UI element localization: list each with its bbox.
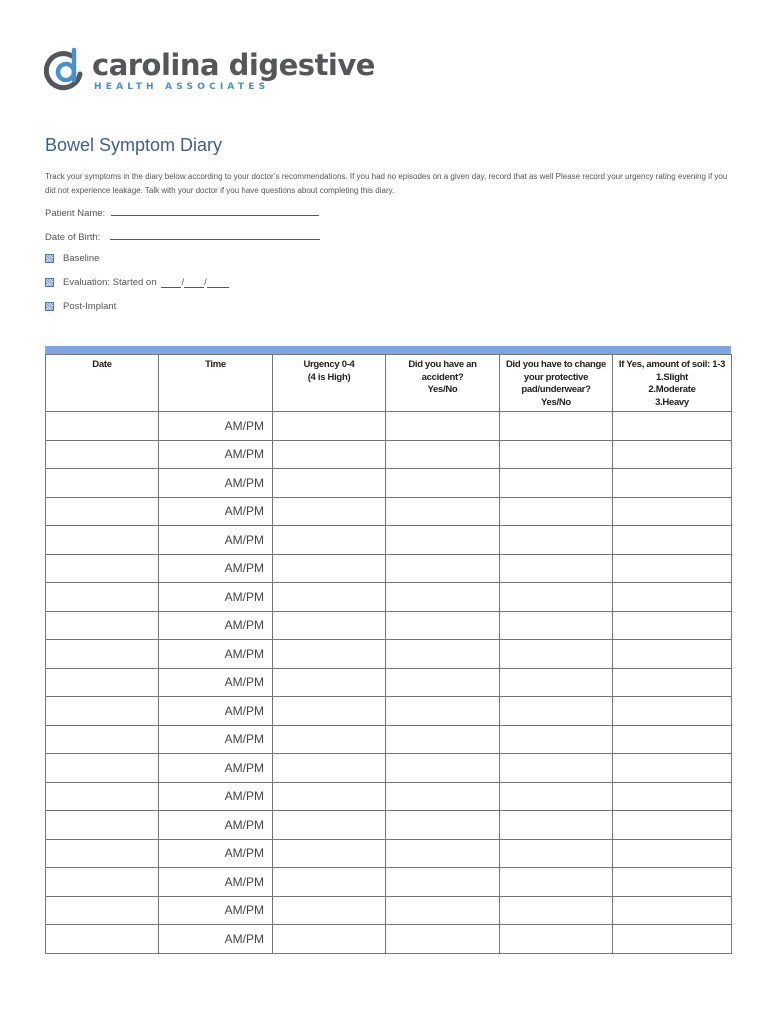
change-cell[interactable] — [500, 839, 613, 868]
urgency-cell[interactable] — [273, 469, 386, 498]
change-cell[interactable] — [500, 697, 613, 726]
evaluation-checkbox[interactable] — [45, 278, 54, 287]
soil-cell[interactable] — [613, 412, 732, 441]
soil-cell[interactable] — [613, 925, 732, 954]
change-cell[interactable] — [500, 497, 613, 526]
soil-cell[interactable] — [613, 611, 732, 640]
urgency-cell[interactable] — [273, 526, 386, 555]
soil-cell[interactable] — [613, 440, 732, 469]
change-cell[interactable] — [500, 469, 613, 498]
time-cell[interactable]: AM/PM — [159, 868, 273, 897]
date-cell[interactable] — [46, 782, 159, 811]
page-title: Bowel Symptom Diary — [45, 135, 223, 155]
time-cell[interactable]: AM/PM — [159, 440, 273, 469]
table-row — [46, 440, 732, 469]
change-cell[interactable] — [500, 868, 613, 897]
urgency-cell[interactable] — [273, 583, 386, 612]
eval-separator-1: / — [181, 277, 185, 288]
urgency-cell[interactable] — [273, 868, 386, 897]
accident-cell[interactable] — [386, 611, 500, 640]
patient-name-line[interactable] — [111, 206, 319, 216]
table-header-row — [46, 355, 732, 412]
accident-cell[interactable] — [386, 469, 500, 498]
accident-cell[interactable] — [386, 811, 500, 840]
column-time: Time — [159, 355, 273, 412]
evaluation-label: Evaluation: Started on — [63, 277, 157, 288]
time-cell[interactable]: AM/PM — [159, 554, 273, 583]
time-cell[interactable]: AM/PM — [159, 611, 273, 640]
patient-name-field[interactable] — [45, 206, 319, 219]
baseline-label: Baseline — [63, 253, 100, 264]
soil-cell[interactable] — [613, 554, 732, 583]
table-row — [46, 896, 732, 925]
time-cell[interactable]: AM/PM — [159, 925, 273, 954]
table-row — [46, 868, 732, 897]
accident-cell[interactable] — [386, 782, 500, 811]
table-row — [46, 925, 732, 954]
date-cell[interactable] — [46, 640, 159, 669]
date-cell[interactable] — [46, 697, 159, 726]
time-cell[interactable]: AM/PM — [159, 640, 273, 669]
table-row — [46, 412, 732, 441]
urgency-cell[interactable] — [273, 725, 386, 754]
accident-cell[interactable] — [386, 526, 500, 555]
accident-cell[interactable] — [386, 412, 500, 441]
date-cell[interactable] — [46, 611, 159, 640]
time-cell[interactable]: AM/PM — [159, 896, 273, 925]
eval-day-blank[interactable] — [184, 278, 204, 288]
table-row — [46, 469, 732, 498]
soil-cell[interactable] — [613, 811, 732, 840]
soil-cell[interactable] — [613, 725, 732, 754]
date-cell[interactable] — [46, 839, 159, 868]
date-cell[interactable] — [46, 668, 159, 697]
change-cell[interactable] — [500, 611, 613, 640]
table-row — [46, 668, 732, 697]
table-row — [46, 725, 732, 754]
post-implant-label: Post-Implant — [63, 301, 117, 312]
baseline-checkbox[interactable] — [45, 254, 54, 263]
date-cell[interactable] — [46, 526, 159, 555]
cdha-d-logo-icon — [44, 44, 88, 92]
urgency-cell[interactable] — [273, 440, 386, 469]
date-cell[interactable] — [46, 554, 159, 583]
date-cell[interactable] — [46, 440, 159, 469]
accident-cell[interactable] — [386, 868, 500, 897]
eval-separator-2: / — [204, 277, 207, 288]
urgency-cell[interactable] — [273, 640, 386, 669]
logo — [44, 44, 384, 96]
table-row — [46, 640, 732, 669]
accident-cell[interactable] — [386, 896, 500, 925]
time-cell[interactable]: AM/PM — [159, 725, 273, 754]
table-row — [46, 697, 732, 726]
change-cell[interactable] — [500, 754, 613, 783]
table-row — [46, 811, 732, 840]
table-row — [46, 754, 732, 783]
logo-name: carolina digestive — [92, 48, 375, 82]
time-cell[interactable]: AM/PM — [159, 697, 273, 726]
soil-cell[interactable] — [613, 640, 732, 669]
accident-cell[interactable] — [386, 697, 500, 726]
time-cell[interactable]: AM/PM — [159, 811, 273, 840]
change-cell[interactable] — [500, 725, 613, 754]
urgency-cell[interactable] — [273, 811, 386, 840]
column-soil: If Yes, amount of soil: 1-3 1.Slight 2.Moderate 3.Heavy — [613, 355, 732, 412]
change-cell[interactable] — [500, 896, 613, 925]
date-cell[interactable] — [46, 497, 159, 526]
time-cell[interactable]: AM/PM — [159, 782, 273, 811]
urgency-cell[interactable] — [273, 668, 386, 697]
table-row — [46, 554, 732, 583]
urgency-cell[interactable] — [273, 782, 386, 811]
post-implant-checkbox[interactable] — [45, 302, 54, 311]
change-cell[interactable] — [500, 440, 613, 469]
urgency-cell[interactable] — [273, 754, 386, 783]
instructions-text: Track your symptoms in the diary below according to your doctor’s recommendations. If you had no episodes on a given day, record that as well Please record your urgency rating evening if you did not experience leakage. Talk with your doctor if you have questions about completing this diary. — [45, 172, 728, 195]
soil-cell[interactable] — [613, 839, 732, 868]
urgency-cell[interactable] — [273, 925, 386, 954]
urgency-cell[interactable] — [273, 839, 386, 868]
time-cell[interactable]: AM/PM — [159, 526, 273, 555]
soil-cell[interactable] — [613, 583, 732, 612]
change-cell[interactable] — [500, 583, 613, 612]
column-accident: Did you have an accident? Yes/No — [386, 355, 500, 412]
column-date: Date — [46, 355, 159, 412]
dob-line[interactable] — [110, 230, 320, 240]
time-cell[interactable]: AM/PM — [159, 497, 273, 526]
soil-cell[interactable] — [613, 896, 732, 925]
date-cell[interactable] — [46, 469, 159, 498]
accident-cell[interactable] — [386, 925, 500, 954]
change-cell[interactable] — [500, 782, 613, 811]
table-row — [46, 839, 732, 868]
accident-cell[interactable] — [386, 754, 500, 783]
date-cell[interactable] — [46, 925, 159, 954]
date-cell[interactable] — [46, 896, 159, 925]
change-cell[interactable] — [500, 811, 613, 840]
table-row — [46, 611, 732, 640]
eval-month-blank[interactable] — [161, 278, 181, 288]
soil-cell[interactable] — [613, 697, 732, 726]
table-row — [46, 526, 732, 555]
urgency-cell[interactable] — [273, 412, 386, 441]
date-cell[interactable] — [46, 811, 159, 840]
date-cell[interactable] — [46, 868, 159, 897]
accident-cell[interactable] — [386, 725, 500, 754]
urgency-cell[interactable] — [273, 611, 386, 640]
urgency-cell[interactable] — [273, 896, 386, 925]
accident-cell[interactable] — [386, 583, 500, 612]
date-cell[interactable] — [46, 412, 159, 441]
soil-cell[interactable] — [613, 782, 732, 811]
table-header-band — [45, 346, 731, 354]
patient-name-label: Patient Name: — [45, 208, 106, 219]
diary-table — [45, 346, 731, 954]
time-cell[interactable]: AM/PM — [159, 412, 273, 441]
date-cell[interactable] — [46, 583, 159, 612]
urgency-cell[interactable] — [273, 697, 386, 726]
table-row — [46, 497, 732, 526]
change-cell[interactable] — [500, 412, 613, 441]
time-cell[interactable]: AM/PM — [159, 583, 273, 612]
column-urgency: Urgency 0-4 (4 is High) — [273, 355, 386, 412]
soil-cell[interactable] — [613, 868, 732, 897]
change-cell[interactable] — [500, 640, 613, 669]
time-cell[interactable]: AM/PM — [159, 469, 273, 498]
change-cell[interactable] — [500, 925, 613, 954]
soil-cell[interactable] — [613, 668, 732, 697]
change-cell[interactable] — [500, 668, 613, 697]
date-cell[interactable] — [46, 725, 159, 754]
time-cell[interactable]: AM/PM — [159, 839, 273, 868]
accident-cell[interactable] — [386, 554, 500, 583]
table-row — [46, 583, 732, 612]
table-row — [46, 782, 732, 811]
soil-cell[interactable] — [613, 497, 732, 526]
option-evaluation[interactable] — [45, 277, 229, 288]
eval-year-blank[interactable] — [207, 278, 229, 288]
accident-cell[interactable] — [386, 839, 500, 868]
accident-cell[interactable] — [386, 440, 500, 469]
accident-cell[interactable] — [386, 497, 500, 526]
option-baseline[interactable] — [45, 253, 99, 264]
change-cell[interactable] — [500, 554, 613, 583]
dob-label: Date of Birth: — [45, 232, 101, 243]
accident-cell[interactable] — [386, 640, 500, 669]
urgency-cell[interactable] — [273, 497, 386, 526]
time-cell[interactable]: AM/PM — [159, 754, 273, 783]
soil-cell[interactable] — [613, 526, 732, 555]
table-body — [46, 412, 732, 954]
option-post-implant[interactable] — [45, 301, 116, 312]
date-cell[interactable] — [46, 754, 159, 783]
urgency-cell[interactable] — [273, 554, 386, 583]
dob-field[interactable] — [45, 230, 320, 243]
change-cell[interactable] — [500, 526, 613, 555]
time-cell[interactable]: AM/PM — [159, 668, 273, 697]
logo-subtitle: HEALTH ASSOCIATES — [94, 82, 270, 92]
soil-cell[interactable] — [613, 469, 732, 498]
soil-cell[interactable] — [613, 754, 732, 783]
accident-cell[interactable] — [386, 668, 500, 697]
column-change: Did you have to change your protective pad/underwear? Yes/No — [500, 355, 613, 412]
